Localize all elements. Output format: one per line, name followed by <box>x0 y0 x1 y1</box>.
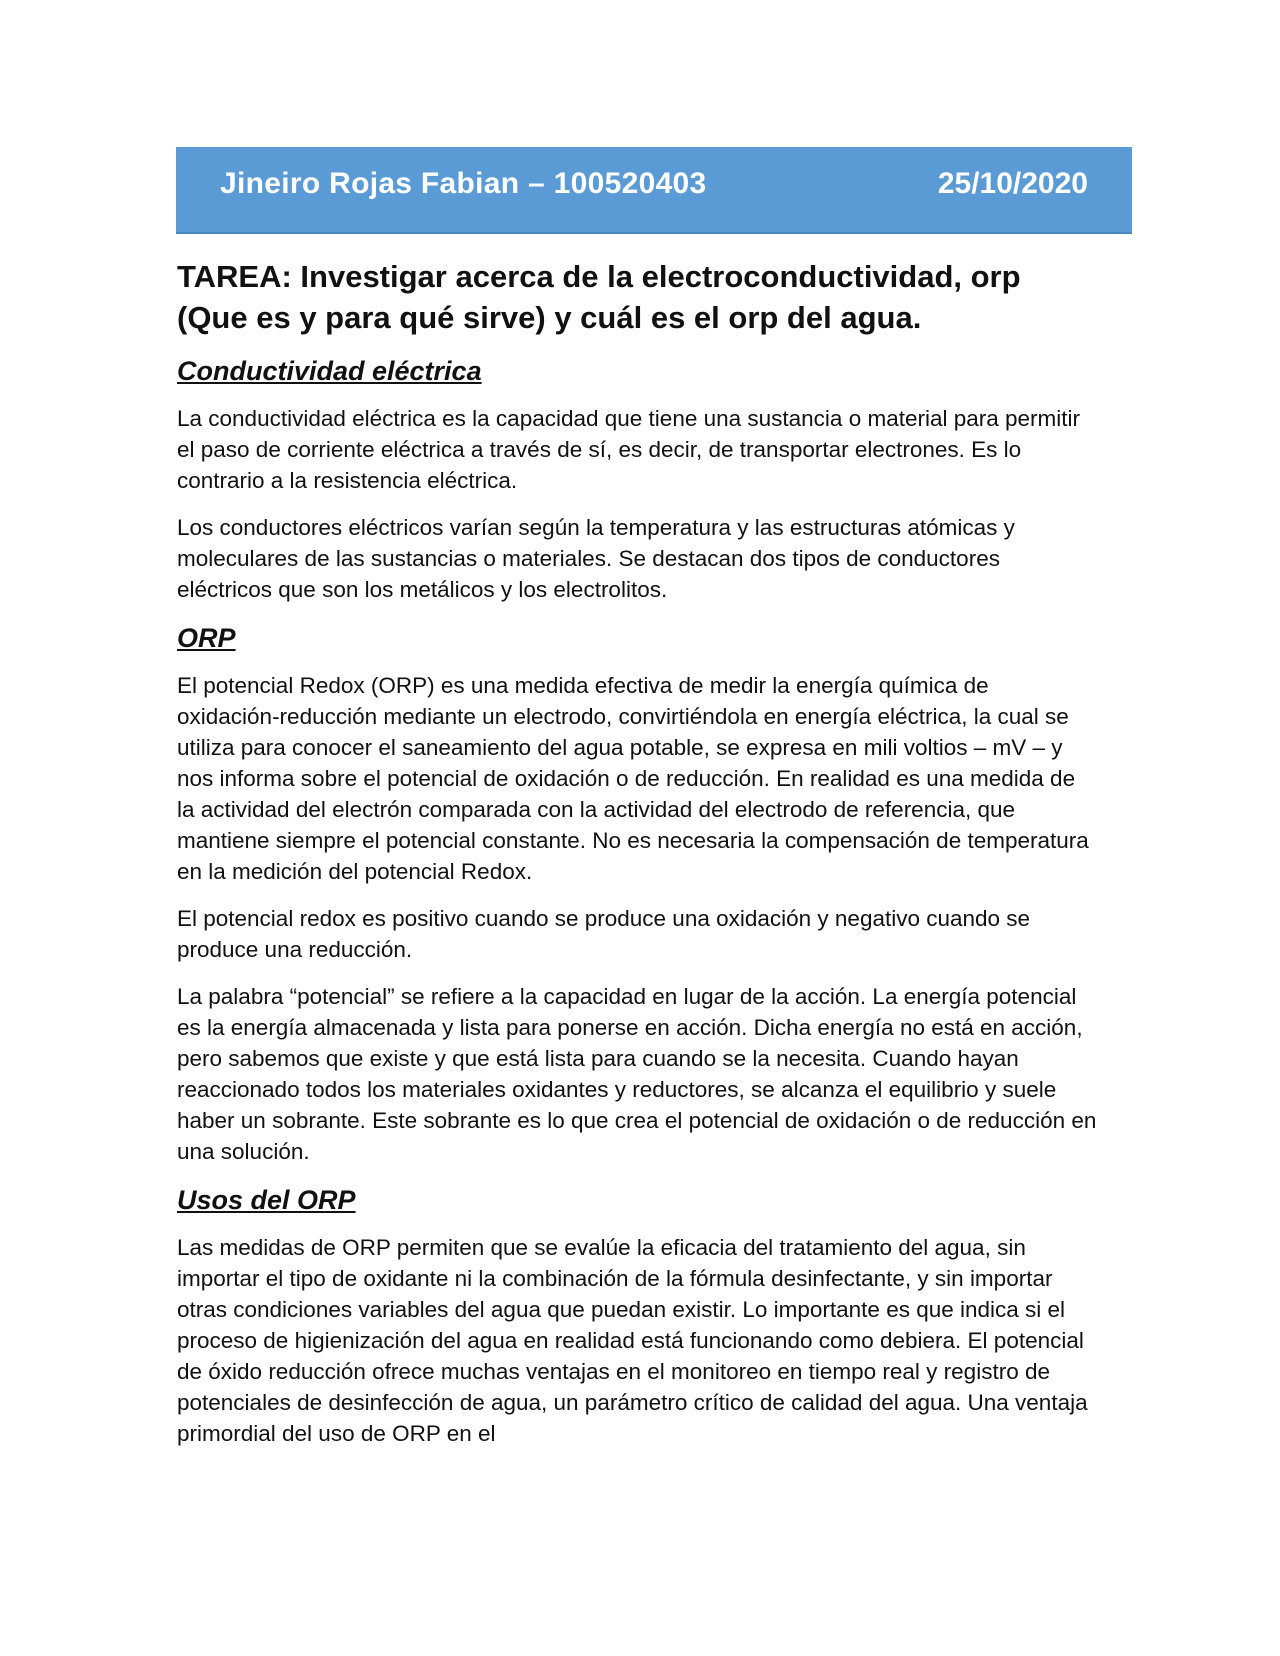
paragraph: Las medidas de ORP permiten que se evalúe la eficacia del tratamiento del agua, sin importar el tipo de oxidante ni la combinación de la fórmula desinfectante, y sin importar otras condiciones variables del agua que puedan existir. Lo importante es que indica si el proceso de higienización del agua en realidad está funcionando como debiera. El potencial de óxido reducción ofrece muchas ventajas en el monitoreo en tiempo real y registro de potenciales de desinfección de agua, un parámetro crítico de calidad del agua. Una ventaja primordial del uso de ORP en el <box>177 1235 1088 1446</box>
document-date: 25/10/2020 <box>937 167 1088 200</box>
author-name-id: Jineiro Rojas Fabian – 100520403 <box>220 167 707 200</box>
document-body <box>177 256 1097 1465</box>
section-heading-orp: ORP <box>177 623 236 653</box>
header-band <box>176 147 1132 234</box>
section-heading-conductividad: Conductividad eléctrica <box>177 356 482 386</box>
paragraph: La palabra “potencial” se refiere a la capacidad en lugar de la acción. La energía potencial es la energía almacenada y lista para ponerse en acción. Dicha energía no está en acción, pero sabemos que existe y que está lista para cuando se la necesita. Cuando hayan reaccionado todos los materiales oxidantes y reductores, se alcanza el equilibrio y suele haber un sobrante. Este sobrante es lo que crea el potencial de oxidación o de reducción en una solución. <box>177 984 1097 1164</box>
paragraph: El potencial redox es positivo cuando se produce una oxidación y negativo cuando se produce una reducción. <box>177 906 1031 962</box>
paragraph: La conductividad eléctrica es la capacidad que tiene una sustancia o material para permitir el paso de corriente eléctrica a través de sí, es decir, de transportar electrones. Es lo contrario a la resistencia eléctrica. <box>177 406 1081 493</box>
paragraph: El potencial Redox (ORP) es una medida efectiva de medir la energía química de oxidación-reducción mediante un electrodo, convirtiéndola en energía eléctrica, la cual se utiliza para conocer el saneamiento del agua potable, se expresa en mili voltios – mV – y nos informa sobre el potencial de oxidación o de reducción. En realidad es una medida de la actividad del electrón comparada con la actividad del electrodo de referencia, que mantiene siempre el potencial constante. No es necesaria la compensación de temperatura en la medición del potencial Redox. <box>177 673 1089 884</box>
paragraph: Los conductores eléctricos varían según la temperatura y las estructuras atómicas y moleculares de las sustancias o materiales. Se destacan dos tipos de conductores eléctricos que son los metálicos y los electrolitos. <box>177 515 1015 602</box>
section-heading-usos-orp: Usos del ORP <box>177 1185 356 1215</box>
task-title: TAREA: Investigar acerca de la electroconductividad, orp (Que es y para qué sirve) y cuál es el orp del agua. <box>177 259 1021 335</box>
